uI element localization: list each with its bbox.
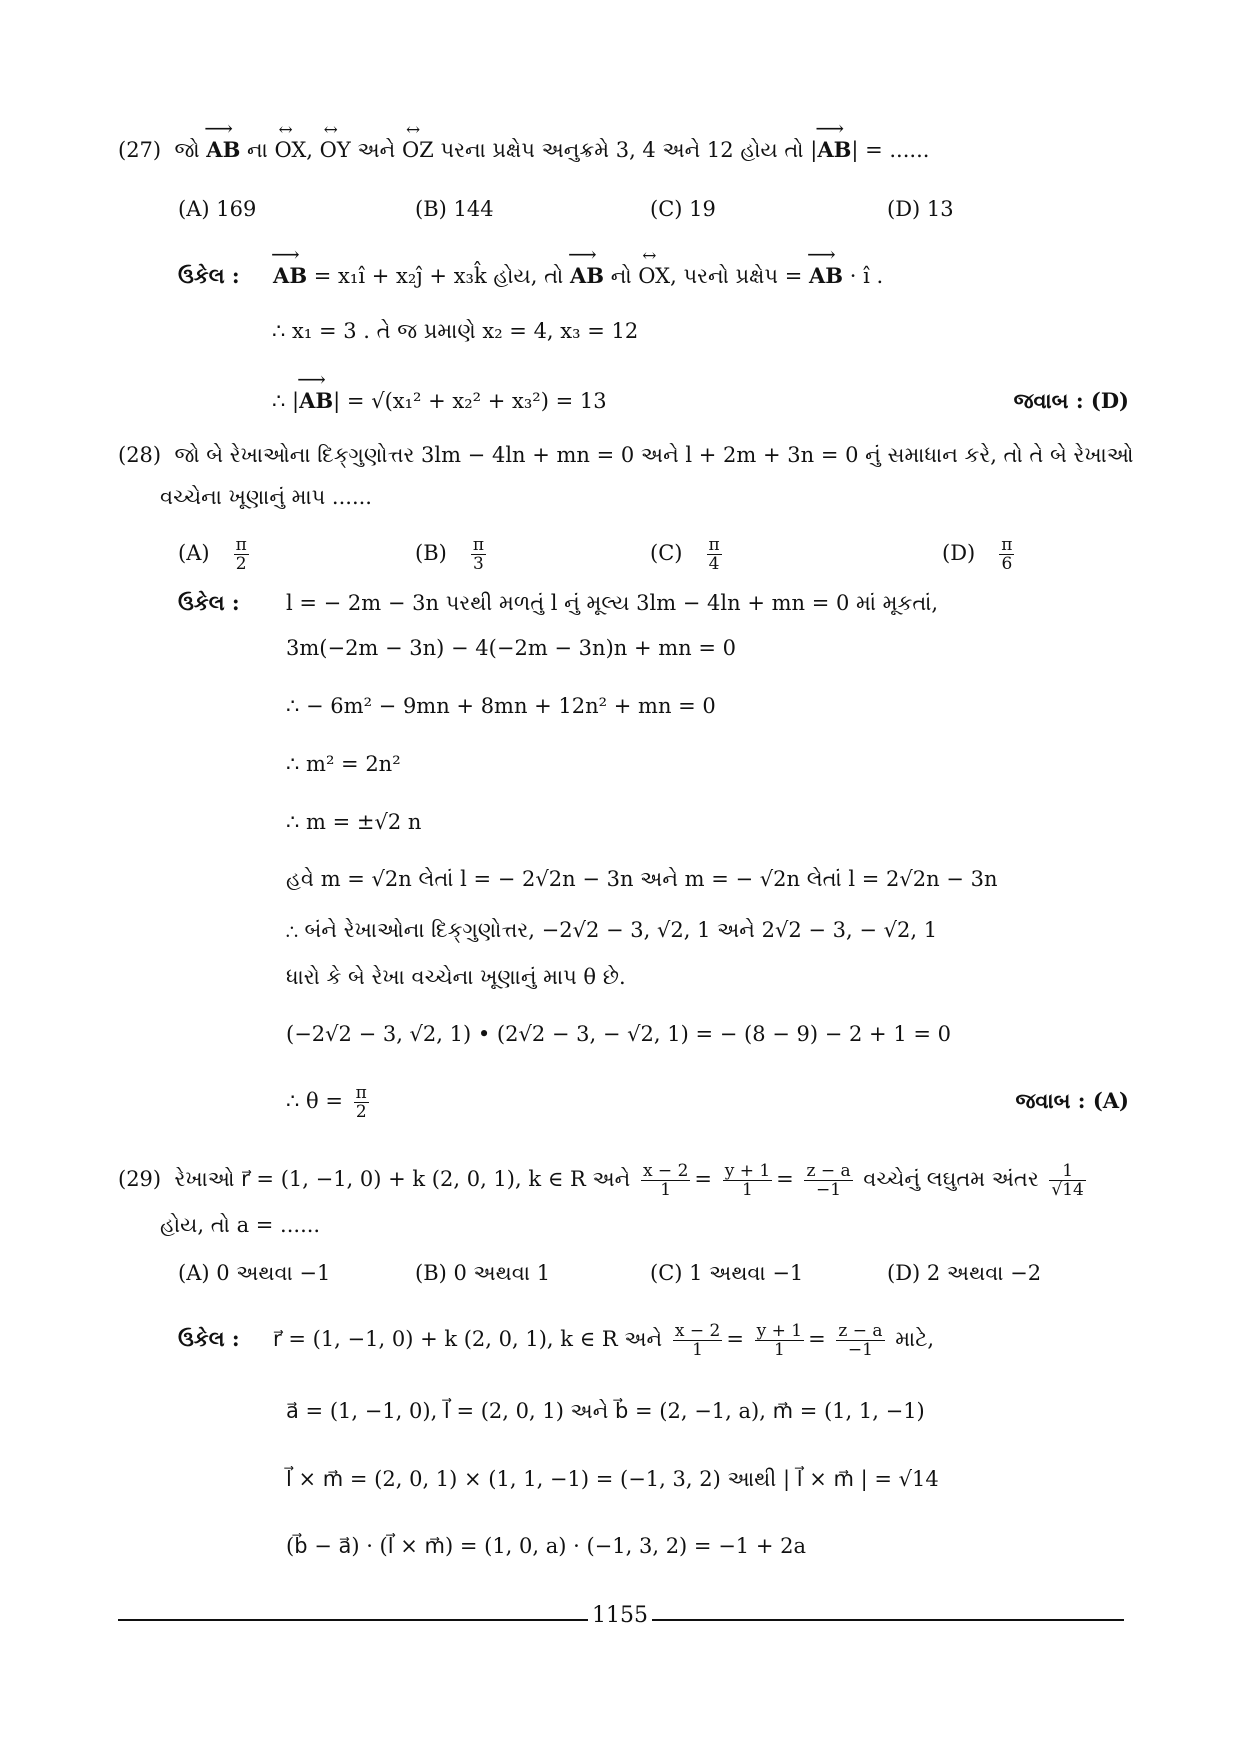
q29-f3-num: z − a — [806, 1161, 851, 1181]
q28-opt-a-den: 2 — [235, 554, 247, 574]
q28-solution-line: 3m(−2m − 3n) − 4(−2m − 3n)n + mn = 0 — [286, 636, 736, 660]
q29-number: (29) — [118, 1167, 162, 1191]
q27-number: (27) — [118, 138, 162, 162]
q27-stem-e: | = ...... — [851, 138, 930, 162]
q28-opt-c-den: 4 — [708, 554, 720, 574]
line-ox-2: ↔ OX, — [638, 261, 676, 291]
q28-solution-line: હવે m = √2n લેતાં l = − 2√2n − 3n અને m = − √2n લેતાં l = 2√2n − 3n — [286, 867, 998, 891]
vector-ab-5: ⟶ AB — [809, 261, 843, 291]
q28-opt-b-den: 3 — [473, 554, 484, 574]
q28-stem-line2: વચ્ચેના ખૂણાનું માપ ...... — [160, 485, 372, 509]
q28-solution-line: ∴ m² = 2n² — [286, 752, 401, 776]
q29-stem-line2: હોય, તો a = ...... — [160, 1213, 321, 1237]
fraction — [836, 1322, 884, 1359]
q28-opt-a-label: (A) — [178, 541, 210, 565]
q28-solution-line: ∴ − 6m² − 9mn + 8mn + 12n² + mn = 0 — [286, 694, 716, 718]
q29-f4-num: 1 — [1049, 1162, 1085, 1181]
q28-solution-label-row — [178, 588, 240, 618]
q28-last-num: π — [355, 1083, 367, 1103]
q28-opt-b-num: π — [472, 535, 485, 555]
q29-f3-den: −1 — [816, 1180, 842, 1200]
q29-solution-line3: l⃗ × m⃗ = (2, 0, 1) × (1, 1, −1) = (−1, 3, 2) આથી | l⃗ × m⃗ | = √14 — [286, 1467, 939, 1491]
q29-option-c: (C) 1 અથવા −1 — [650, 1261, 804, 1285]
q29-f4-den: √14 — [1051, 1180, 1084, 1200]
q29-stem-a: રેખાઓ r⃗ = (1, −1, 0) + k (2, 0, 1), k ∈ R અને — [174, 1167, 631, 1191]
fraction — [354, 1084, 369, 1121]
footer-rule-left — [118, 1619, 588, 1621]
q29-stem-b: વચ્ચેનું લઘુતમ અંતર — [863, 1167, 1039, 1191]
q29-solution-line1: ઉકેલ : r⃗ = (1, −1, 0) + k (2, 0, 1), k ∈ R અને $\frac{x - 2}{1}$ = $\frac{y + 1}{1}$ = $\frac{z - a}{-1}$ માટે, — [178, 1321, 935, 1360]
vector-ab: ⟶ AB — [206, 135, 240, 165]
q28-option-b — [415, 536, 490, 573]
q28-option-a — [178, 536, 253, 573]
q29-sf2-den: 1 — [773, 1340, 785, 1360]
vector-ab-3: ⟶ AB — [273, 261, 307, 291]
q28-option-c — [650, 536, 726, 573]
vector-ab-4: ⟶ AB — [570, 261, 604, 291]
q28-solution-last — [286, 1084, 373, 1121]
q28-solution-line: ∴ બંને રેખાઓના દિક્‌ગુણોત્તર, −2√2 − 3, √2, 1 અને 2√2 − 3, − √2, 1 — [286, 918, 938, 942]
q27-sol3a: ∴ | — [272, 389, 300, 413]
q27-sol3b: | = √(x₁² + x₂² + x₃²) = 13 — [333, 389, 607, 413]
q28-solution-line: ∴ m = ±√2 n — [286, 810, 422, 834]
q29-f2-den: 1 — [742, 1180, 753, 1200]
q29-option-b: (B) 0 અથવા 1 — [415, 1261, 551, 1285]
fraction — [707, 536, 722, 573]
q28-solution-label: ઉકેલ : — [178, 590, 240, 615]
q27-stem-a: જો — [174, 138, 200, 162]
q28-option-d — [942, 536, 1018, 573]
q28-solution-line: l = − 2m − 3n પરથી મળતું l નું મૂલ્ય 3lm − 4ln + mn = 0 માં મૂકતાં, — [286, 591, 939, 615]
q27-option-a: (A) 169 — [178, 197, 257, 221]
q29-solution-label: ઉકેલ : — [178, 1326, 240, 1351]
q28-opt-d-den: 6 — [1001, 554, 1013, 574]
fraction — [999, 536, 1014, 573]
q27-sol1d: · î . — [849, 264, 884, 288]
q28-last-den: 2 — [355, 1102, 367, 1122]
q29-option-d: (D) 2 અથવા −2 — [887, 1261, 1042, 1285]
vector-ab-6: ⟶ AB — [299, 386, 333, 416]
q27-solution-label: ઉકેલ : — [178, 263, 240, 288]
q28-number: (28) — [118, 443, 162, 467]
q27-stem — [118, 135, 929, 165]
q29-f1-num: x − 2 — [642, 1161, 689, 1181]
q27-solution-line1 — [178, 261, 883, 291]
q29-sf1-den: 1 — [692, 1340, 703, 1360]
line-ox: ↔ OX, — [275, 135, 313, 165]
q27-answer: જવાબ : (D) — [1013, 388, 1129, 413]
q27-option-c: (C) 19 — [650, 197, 716, 221]
q28-last-prefix: ∴ θ = — [286, 1089, 343, 1113]
q27-sol1b: નો — [610, 264, 632, 288]
q28-opt-d-num: π — [1001, 535, 1013, 555]
q28-answer: જવાબ : (A) — [1015, 1088, 1129, 1113]
footer-rule-right — [652, 1619, 1124, 1621]
fraction — [673, 1322, 722, 1359]
q29-sf3-den: −1 — [847, 1340, 873, 1360]
q29-sf2-num: y + 1 — [756, 1321, 803, 1341]
fraction — [234, 536, 249, 573]
q29-option-a: (A) 0 અથવા −1 — [178, 1261, 331, 1285]
q28-opt-c-num: π — [708, 535, 720, 555]
fraction — [723, 1162, 772, 1199]
fraction — [755, 1322, 804, 1359]
q29-solution-line2: a⃗ = (1, −1, 0), l⃗ = (2, 0, 1) અને b⃗ = (2, −1, a), m⃗ = (1, 1, −1) — [286, 1399, 925, 1423]
line-oy: ↔ OY — [320, 135, 351, 165]
q29-sf3-num: z − a — [838, 1321, 883, 1341]
q27-option-b: (B) 144 — [415, 197, 494, 221]
q27-sol1: = x₁î + x₂ĵ + x₃k̂ હોય, તો — [313, 264, 564, 288]
fraction — [641, 1162, 690, 1199]
q28-opt-a-num: π — [235, 535, 247, 555]
q29-solution-line4: (b⃗ − a⃗) · (l⃗ × m⃗) = (1, 0, a) · (−1, 3, 2) = −1 + 2a — [286, 1534, 806, 1558]
q28-opt-c-label: (C) — [650, 541, 683, 565]
q27-stem-c: અને — [357, 138, 396, 162]
q27-sol1c: પરનો પ્રક્ષેપ = — [683, 264, 803, 288]
q28-stem — [118, 440, 1134, 470]
q29-sol1b: માટે, — [895, 1327, 935, 1351]
fraction — [471, 536, 486, 573]
q28-solution-line: (−2√2 − 3, √2, 1) • (2√2 − 3, − √2, 1) = − (8 − 9) − 2 + 1 = 0 — [286, 1022, 951, 1046]
q29-f1-den: 1 — [660, 1180, 672, 1200]
q28-solution-line: ધારો કે બે રેખા વચ્ચેના ખૂણાનું માપ θ છે. — [286, 965, 626, 989]
q29-sf1-num: x − 2 — [674, 1321, 721, 1341]
page-number: 1155 — [592, 1603, 648, 1628]
q28-stem1: જો બે રેખાઓના દિક્‌ગુણોત્તર 3lm − 4ln + mn = 0 અને l + 2m + 3n = 0 નું સમાધાન કરે, તો તે બે રેખાઓ — [174, 443, 1134, 467]
vector-ab-2: ⟶ AB — [817, 135, 851, 165]
q28-opt-b-label: (B) — [415, 541, 447, 565]
q27-option-d: (D) 13 — [887, 197, 954, 221]
fraction — [1049, 1162, 1085, 1199]
q28-opt-d-label: (D) — [942, 541, 976, 565]
q29-stem: (29) રેખાઓ r⃗ = (1, −1, 0) + k (2, 0, 1), k ∈ R અને $\frac{x - 2}{1}$ = $\frac{y + 1}{1}$ = $\frac{z - a}{-1}$ વચ્ચેનું લઘુતમ અંતર $\frac{1}{√14}$ — [118, 1161, 1084, 1200]
q27-solution-line2: ∴ x₁ = 3 . તે જ પ્રમાણે x₂ = 4, x₃ = 12 — [272, 319, 639, 343]
q27-stem-d: પરના પ્રક્ષેપ અનુક્રમે 3, 4 અને 12 હોય તો | — [440, 138, 818, 162]
q27-solution-line3 — [272, 386, 607, 416]
q29-sol1a: r⃗ = (1, −1, 0) + k (2, 0, 1), k ∈ R અને — [273, 1327, 663, 1351]
fraction — [804, 1162, 852, 1199]
q27-stem-b: ના — [247, 138, 268, 162]
q29-f2-num: y + 1 — [724, 1161, 771, 1181]
line-oz: ↔ OZ — [402, 135, 434, 165]
